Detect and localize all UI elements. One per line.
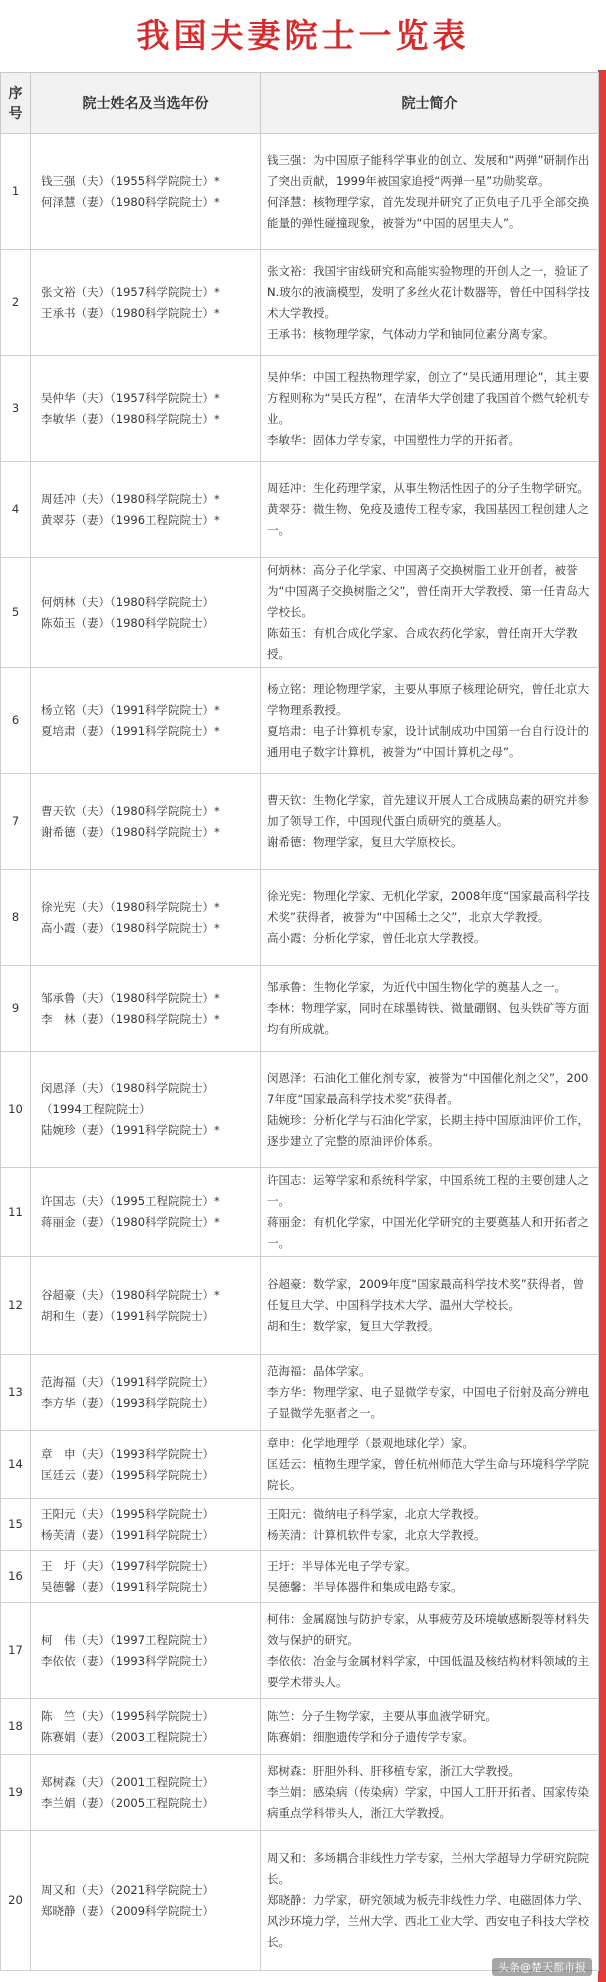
bio-cell [261,1755,599,1831]
academician-name: 徐光宪（夫）（1980科学院院士）* [41,899,220,914]
title-bar [0,0,606,66]
academician-name: 郑树森（夫）（2001工程院院士） [41,1774,215,1789]
couple-names [31,1257,261,1355]
academician-name: 陈赛娟（妻）（2003工程院院士） [41,1729,215,1744]
couple-names [31,1431,261,1499]
page-title: 我国夫妻院士一览表 [136,15,470,55]
row-number: 14 [1,1431,31,1499]
bio-text: 周廷冲：生化药理学家，从事生物活性因子的分子生物学研究。 黄翠芬：微生物、免疫及遗传工程专家，我国基因工程创建人之一。 [267,481,589,537]
table-row [1,1355,599,1431]
row-number: 13 [1,1355,31,1431]
academician-name: 章 申（夫）（1993科学院院士） [41,1446,215,1461]
bio-cell [261,1257,599,1355]
table-row [1,774,599,870]
couple-names [31,966,261,1052]
bio-cell [261,1551,599,1603]
academician-name: 胡和生（妻）（1991科学院院士） [41,1308,215,1323]
table-row [1,134,599,250]
row-number: 6 [1,668,31,774]
bio-text: 曹天钦：生物化学家，首先建议开展人工合成胰岛素的研究并参加了领导工作，中国现代蛋白质研究的奠基人。 谢希德：物理学家，复旦大学原校长。 [267,793,589,849]
couple-names [31,1052,261,1168]
academician-name: 陈茹玉（妻）（1980科学院院士） [41,615,215,630]
header-bio: 院士简介 [261,73,599,134]
academician-name: 李 林（妻）（1980科学院院士）* [41,1011,220,1026]
academician-name: 许国志（夫）（1995工程院院士）* [41,1194,220,1208]
bio-cell [261,250,599,356]
table-row [1,1551,599,1603]
academician-name: 陈 竺（夫）（1995科学院院士） [41,1708,215,1723]
academician-name: 王阳元（夫）（1995科学院院士） [41,1506,215,1521]
bio-text: 邹承鲁：生物化学家，为近代中国生物化学的奠基人之一。 李林：物理学家，同时在球墨铸铁、微量硼钢、包头铁矿等方面均有所成就。 [267,980,589,1036]
bio-text: 郑树森：肝胆外科、肝移植专家，浙江大学教授。 李兰娟：感染病（传染病）学家，中国人工肝开拓者、国家传染病重点学科带头人，浙江大学教授。 [267,1764,589,1820]
academician-name: 钱三强（夫）（1955科学院院士）* [41,173,220,188]
academician-name: 吴德馨（妻）（1991科学院院士） [41,1579,215,1594]
row-number: 11 [1,1168,31,1257]
table-row [1,1699,599,1755]
bio-cell [261,1431,599,1499]
table-row [1,250,599,356]
academician-name: 周又和（夫）（2021科学院院士） [41,1882,215,1897]
row-number: 15 [1,1499,31,1551]
table-row [1,356,599,462]
row-number: 10 [1,1052,31,1168]
bio-text: 闵恩泽：石油化工催化剂专家，被誉为“中国催化剂之父”，2007年度“国家最高科学技术奖”获得者。 陆婉珍：分析化学与石油化学家，长期主持中国原油评价工作，逐步建立了完整的原油评价体系。 [267,1070,589,1148]
academician-name: 夏培肃（妻）（1991科学院院士）* [41,723,220,738]
academician-name: 范海福（夫）（1991科学院院士） [41,1374,215,1389]
bio-cell [261,558,599,668]
couple-names [31,1603,261,1699]
table-row [1,1831,599,1971]
table-row [1,1431,599,1499]
bio-cell [261,1831,599,1971]
academician-name: 黄翠芬（妻）（1996工程院院士）* [41,512,220,527]
row-number: 9 [1,966,31,1052]
header-num: 序号 [1,73,31,134]
row-number: 4 [1,462,31,558]
academician-name: 李依依（妻）（1993科学院院士） [41,1653,215,1668]
table-row [1,1168,599,1257]
couple-names [31,1831,261,1971]
table-row [1,966,599,1052]
academician-name: 谢希德（妻）（1980科学院院士）* [41,824,220,839]
row-number: 17 [1,1603,31,1699]
bio-cell [261,668,599,774]
watermark-footer: 头条@楚天都市报 [492,1958,592,1976]
bio-cell [261,870,599,966]
row-number: 1 [1,134,31,250]
bio-cell [261,1499,599,1551]
bio-cell [261,774,599,870]
row-number: 12 [1,1257,31,1355]
couple-names [31,462,261,558]
academician-name: 匡廷云（妻）（1995科学院院士） [41,1467,215,1482]
bio-text: 钱三强：为中国原子能科学事业的创立、发展和“两弹”研制作出了突出贡献，1999年被国家追授“两弹一星”功勋奖章。 何泽慧：核物理学家，首先发现并研究了正负电子几乎全部交换能量的弹性碰撞现象，被誉为“中国的居里夫人”。 [267,152,590,230]
row-number: 20 [1,1831,31,1971]
academician-name: 吴仲华（夫）（1957科学院院士）* [41,390,220,405]
bio-text: 范海福：晶体学家。 李方华：物理学家、电子显微学专家，中国电子衍射及高分辨电子显微学先驱者之一。 [267,1364,589,1420]
row-number: 2 [1,250,31,356]
academician-name: 高小霞（妻）（1980科学院院士）* [41,920,220,935]
couple-names [31,558,261,668]
bio-cell [261,356,599,462]
bio-text: 杨立铭：理论物理学家，主要从事原子核理论研究，曾任北京大学物理系教授。 夏培肃：电子计算机专家，设计试制成功中国第一台自行设计的通用电子数字计算机，被誉为“中国计算机之母”。 [267,681,589,759]
academician-name: 郑晓静（妻）（2009科学院院士） [41,1903,215,1918]
bio-cell [261,1168,599,1257]
couple-names [31,1755,261,1831]
bio-text: 吴仲华：中国工程热物理学家，创立了“吴氏通用理论”，其主要方程则称为“吴氏方程”，在清华大学创建了我国首个燃气轮机专业。 李敏华：固体力学专家，中国塑性力学的开拓者。 [267,369,590,447]
row-number: 16 [1,1551,31,1603]
academician-name: 杨芙清（妻）（1991科学院院士） [41,1527,215,1542]
row-number: 18 [1,1699,31,1755]
table-row [1,1603,599,1699]
bio-cell [261,134,599,250]
academician-name: 王 圩（夫）（1997科学院院士） [41,1558,215,1573]
table-row [1,870,599,966]
bio-cell [261,1355,599,1431]
academician-name: 谷超豪（夫）（1980科学院院士）* [41,1287,220,1302]
academician-name: 李敏华（妻）（1980科学院院士）* [41,411,220,426]
bio-cell [261,1052,599,1168]
couple-names [31,1699,261,1755]
table-row [1,668,599,774]
couple-names [31,668,261,774]
academician-name: 邹承鲁（夫）（1980科学院院士）* [41,990,220,1005]
bio-text: 许国志：运筹学家和系统科学家，中国系统工程的主要创建人之一。 蒋丽金：有机化学家，中国光化学研究的主要奠基人和开拓者之一。 [267,1173,589,1250]
red-side-rule [598,70,606,1982]
bio-text: 谷超豪：数学家，2009年度“国家最高科学技术奖”获得者，曾任复旦大学、中国科学技术大学、温州大学校长。 胡和生：数学家，复旦大学教授。 [267,1277,585,1333]
row-number: 19 [1,1755,31,1831]
couple-names [31,1355,261,1431]
table-row [1,462,599,558]
academician-name: 闵恩泽（夫）（1980科学院院士） [41,1081,215,1095]
bio-text: 周又和：多场耦合非线性力学专家，兰州大学超导力学研究院院长。 郑晓静：力学家，研究领域为板壳非线性力学、电磁固体力学、风沙环境力学，兰州大学、西北工业大学、西安电子科技大学校长。 [267,1851,589,1949]
couple-names [31,870,261,966]
academician-name: 蒋丽金（妻）（1980科学院院士）* [41,1215,220,1229]
bio-text: 徐光宪：物理化学家、无机化学家，2008年度“国家最高科学技术奖”获得者，被誉为“中国稀土之父”，北京大学教授。 高小霞：分析化学家，曾任北京大学教授。 [267,889,590,945]
table-header-row [1,73,599,134]
row-number: 5 [1,558,31,668]
academician-name: 何泽慧（妻）（1980科学院院士）* [41,194,220,209]
row-number: 3 [1,356,31,462]
academician-name: 王承书（妻）（1980科学院院士）* [41,305,220,320]
row-number: 8 [1,870,31,966]
bio-cell [261,1603,599,1699]
table-row [1,1052,599,1168]
academicians-table [0,72,599,1971]
academician-name: 李方华（妻）（1993科学院院士） [41,1395,215,1410]
couple-names [31,356,261,462]
bio-text: 王圩：半导体光电子学专家。 吴德馨：半导体器件和集成电路专家。 [267,1558,463,1594]
bio-cell [261,966,599,1052]
couple-names [31,250,261,356]
couple-names [31,134,261,250]
academician-name: 何炳林（夫）（1980科学院院士） [41,594,215,609]
academician-name: 曹天钦（夫）（1980科学院院士）* [41,803,220,818]
bio-text: 何炳林：高分子化学家、中国离子交换树脂工业开创者，被誉为“中国离子交换树脂之父”，曾任南开大学教授、第一任青岛大学校长。 陈茹玉：有机合成化学家、合成农药化学家，曾任南开大学教授。 [267,563,590,661]
bio-text: 陈竺：分子生物学家，主要从事血液学研究。 陈赛娟：细胞遗传学和分子遗传学专家。 [267,1708,497,1744]
table-row [1,1755,599,1831]
couple-names [31,1499,261,1551]
academician-name: 周廷冲（夫）（1980科学院院士）* [41,491,220,506]
academician-name: 李兰娟（妻）（2005工程院院士） [41,1795,215,1810]
header-names: 院士姓名及当选年份 [31,73,261,134]
couple-names [31,774,261,870]
bio-text: 王阳元：微纳电子科学家，北京大学教授。 杨芙清：计算机软件专家，北京大学教授。 [267,1506,486,1542]
academician-name: （1994工程院院士） [41,1102,151,1116]
academician-name: 柯 伟（夫）（1997工程院院士） [41,1632,215,1647]
bio-text: 张文裕：我国宇宙线研究和高能实验物理的开创人之一，验证了N.玻尔的液滴模型，发明了多丝火花计数器等，曾任中国科学技术大学教授。 王承书：核物理学家，气体动力学和铀同位素分离专家。 [267,263,590,341]
table-row [1,1499,599,1551]
bio-text: 章申：化学地理学（景观地球化学）家。 匡廷云：植物生理学家，曾任杭州师范大学生命与环境科学学院院长。 [267,1436,589,1492]
table-row [1,1257,599,1355]
bio-cell [261,1699,599,1755]
row-number: 7 [1,774,31,870]
bio-text: 柯伟：金属腐蚀与防护专家，从事疲劳及环境敏感断裂等材料失效与保护的研究。 李依依：冶金与金属材料学家，中国低温及核结构材料领域的主要学术带头人。 [267,1611,589,1689]
academician-name: 张文裕（夫）（1957科学院院士）* [41,284,220,299]
academician-name: 陆婉珍（妻）（1991科学院院士）* [41,1123,220,1137]
table-row [1,558,599,668]
couple-names [31,1551,261,1603]
bio-cell [261,462,599,558]
academician-name: 杨立铭（夫）（1991科学院院士）* [41,702,220,717]
table-body [1,134,599,1971]
couple-names [31,1168,261,1257]
